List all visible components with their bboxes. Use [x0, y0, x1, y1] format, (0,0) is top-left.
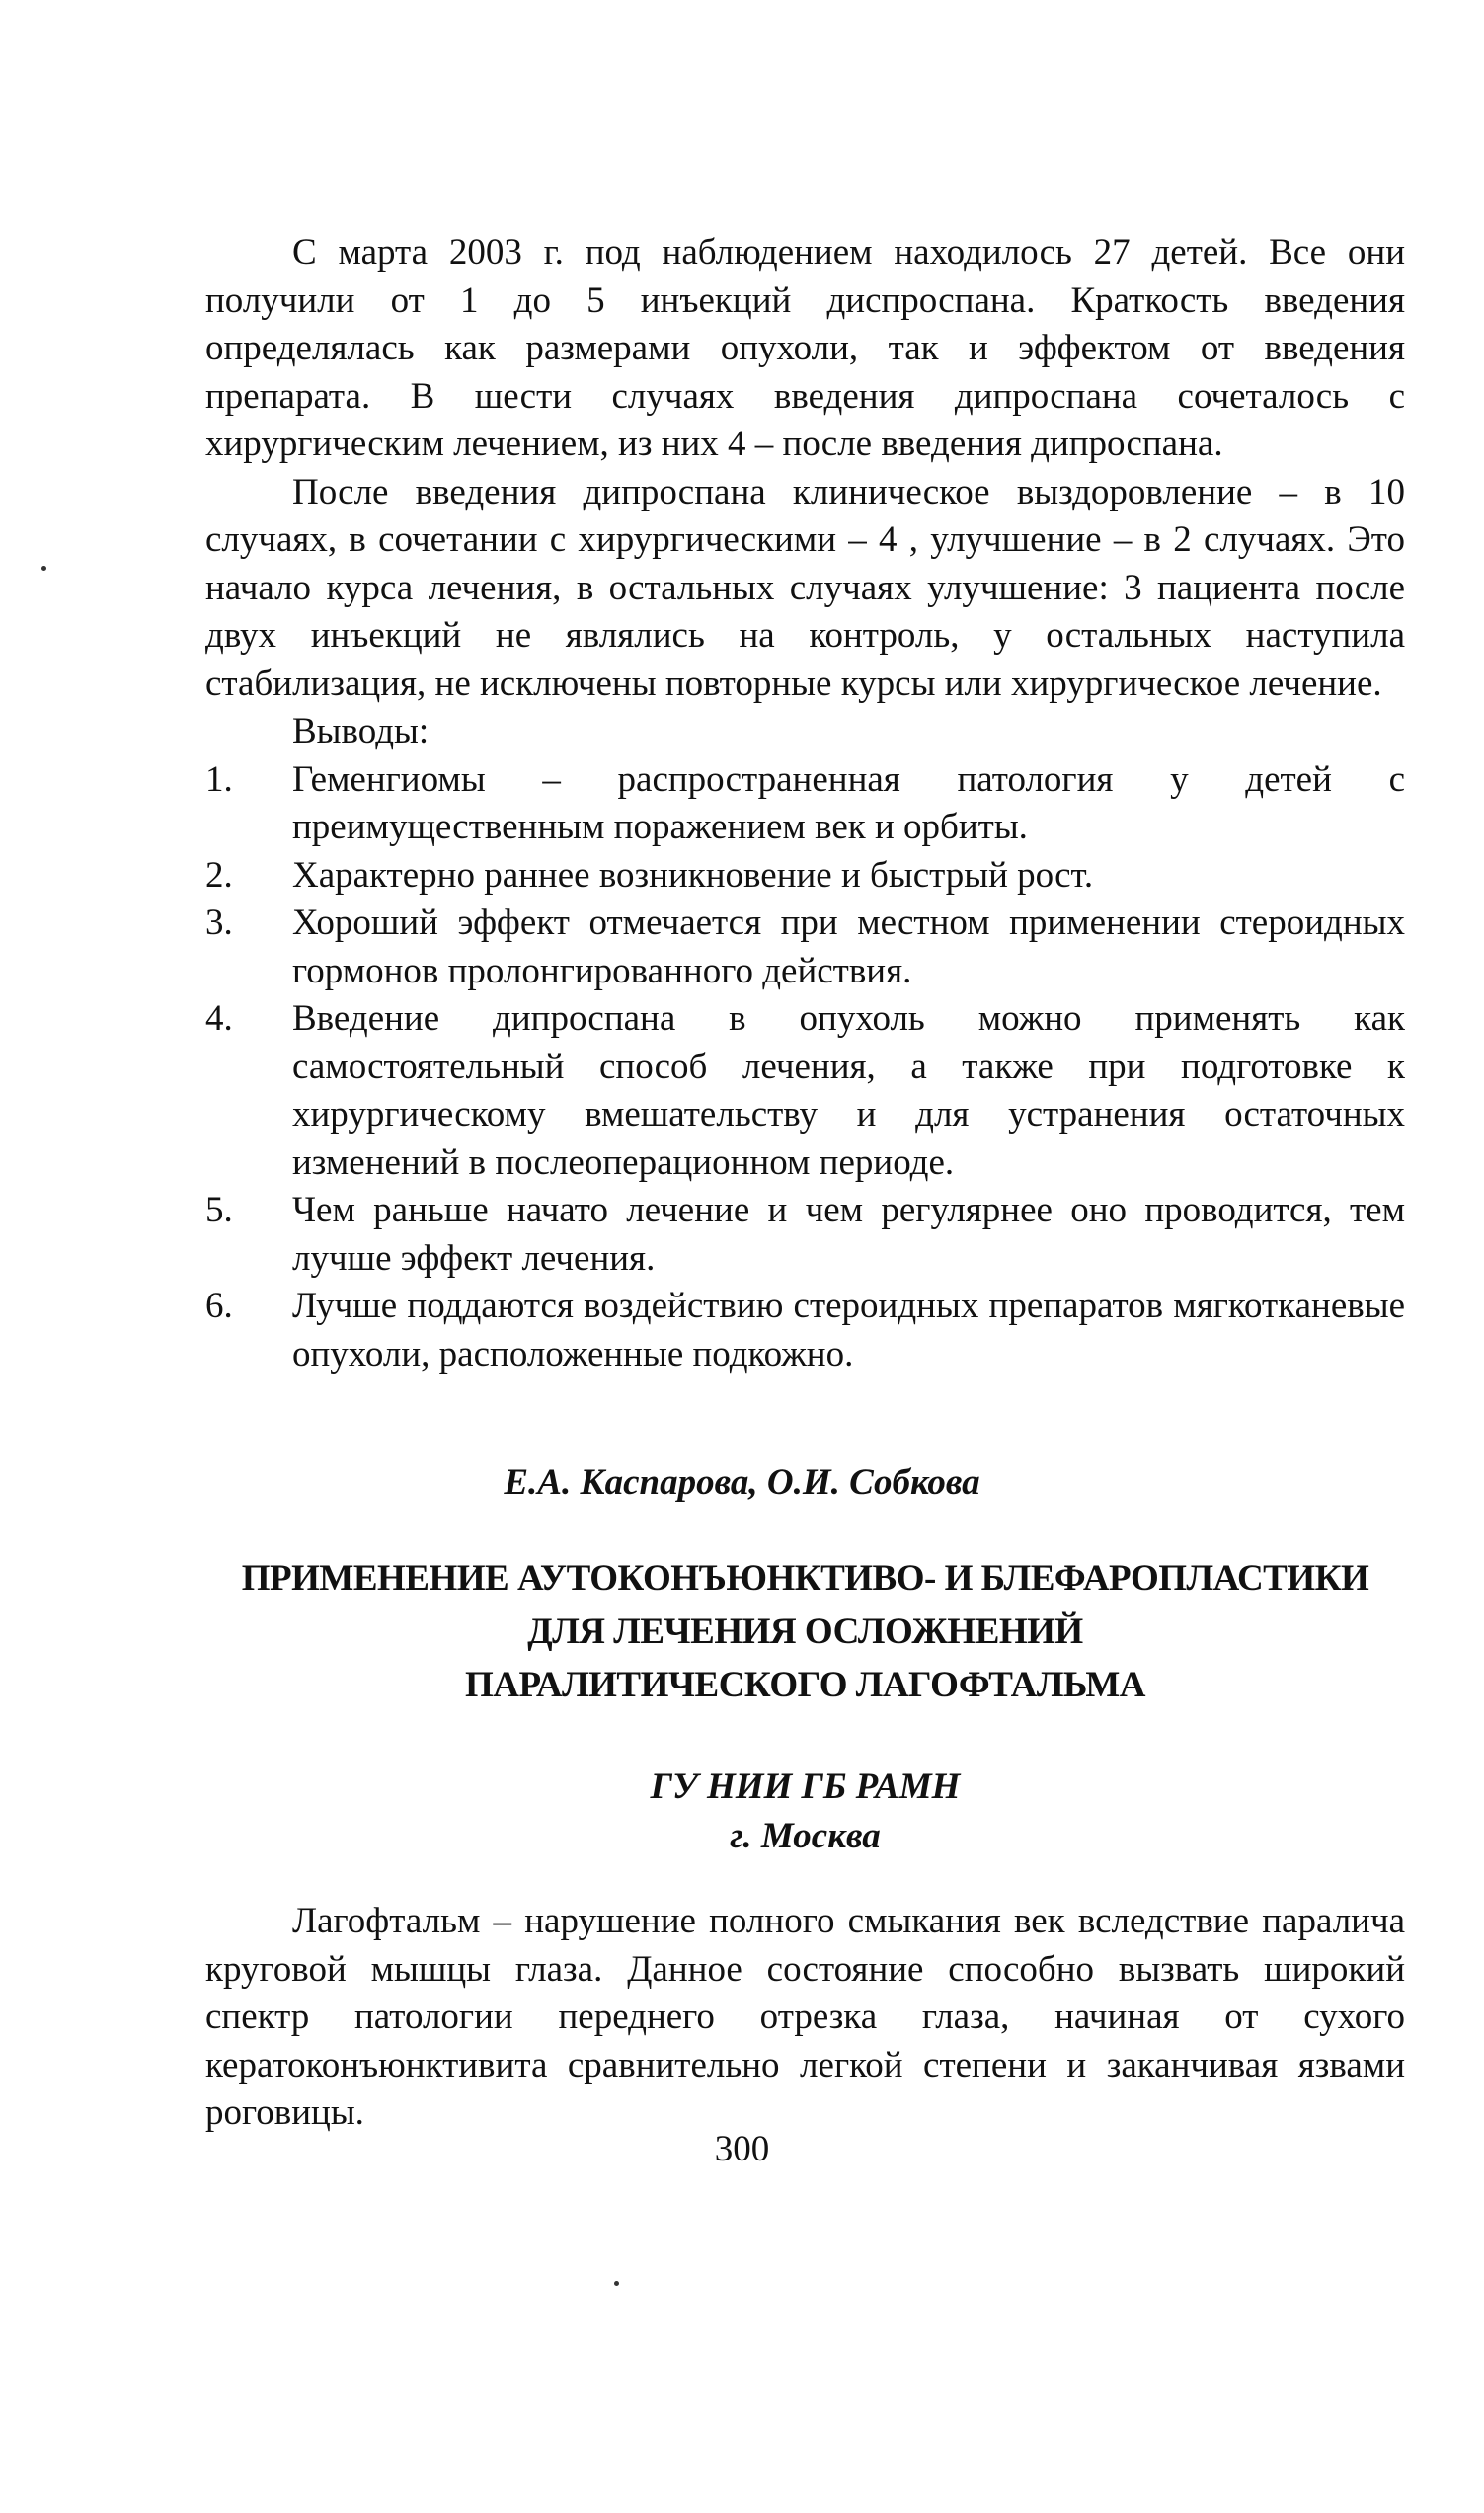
conclusions-heading: Выводы:	[292, 711, 430, 751]
page-number: 300	[714, 2129, 770, 2169]
list-text: Чем раньше начато лечение и чем регулярнее оно проводится, тем лучше эффект лечения.	[292, 1190, 1405, 1279]
institution: ГУ НИИ ГБ РАМН	[650, 1767, 961, 1807]
list-item	[205, 995, 1405, 1187]
list-number: 1.	[205, 758, 233, 800]
conclusions-list	[205, 756, 1405, 1379]
city: г. Москва	[730, 1816, 881, 1856]
list-item	[205, 756, 1405, 852]
paragraph: Лагофтальм – нарушение полного смыкания век вследствие паралича круговой мышцы глаза. Данное состояние способно вызвать широкий спектр патологии переднего отрезка глаза, начиная от сухого кератоконъюнктивита сравнительно легкой степени и заканчивая язвами роговицы.	[205, 1901, 1405, 2133]
scan-speck	[41, 566, 46, 571]
scan-speck	[614, 2281, 619, 2286]
paragraph: С марта 2003 г. под наблюдением находилось 27 детей. Все они получили от 1 до 5 инъекций диспроспана. Краткость введения определялась как размерами опухоли, так и эффектом от введения препарата. В шести случаях введения дипроспана сочеталось с хирургическим лечением, из них 4 – после введения дипроспана.	[205, 232, 1405, 464]
title-line: ПАРАЛИТИЧЕСКОГО ЛАГОФТАЛЬМА	[464, 1665, 1146, 1705]
list-item	[205, 900, 1405, 995]
list-number: 3.	[205, 903, 233, 943]
article-authors: Е.А. Каспарова, О.И. Собкова	[504, 1462, 980, 1503]
list-item	[205, 1283, 1405, 1378]
previous-article-ending	[205, 229, 1405, 1378]
list-text: Лучше поддаются воздействию стероидных препаратов мягкотканевые опухоли, расположенные подкожно.	[292, 1286, 1405, 1374]
title-line: ПРИМЕНЕНИЕ АУТОКОНЪЮНКТИВО- И БЛЕФАРОПЛАСТИКИ	[241, 1558, 1369, 1599]
list-text: Введение дипроспана в опухоль можно применять как самостоятельный способ лечения, а также при подготовке к хирургическому вмешательству и для устранения остаточных изменений в послеоперационном периоде.	[292, 998, 1405, 1183]
list-number: 6.	[205, 1286, 233, 1326]
list-number: 2.	[205, 854, 233, 896]
paragraph: После введения дипроспана клиническое выздоровление – в 10 случаях, в сочетании с хирургическими – 4 , улучшение – в 2 случаях. Это начало курса лечения, в остальных случаях улучшение: 3 пациента после двух инъекций не являлись на контроль, у остальных наступила стабилизация, не исключены повторные курсы или хирургическое лечение.	[205, 471, 1405, 704]
list-text: Характерно раннее возникновение и быстрый рост.	[292, 854, 1094, 896]
list-item	[205, 1187, 1405, 1283]
article-abstract	[205, 1898, 1405, 2138]
list-number: 5.	[205, 1190, 233, 1230]
list-text: Хороший эффект отмечается при местном применении стероидных гормонов пролонгированного действия.	[292, 903, 1405, 991]
affiliation	[205, 1763, 1405, 1861]
list-item	[205, 852, 1405, 901]
article-title	[205, 1552, 1405, 1712]
title-line: ДЛЯ ЛЕЧЕНИЯ ОСЛОЖНЕНИЙ	[527, 1611, 1083, 1652]
list-text: Геменгиомы – распространенная патология у детей с преимущественным поражением век и орбиты.	[292, 758, 1405, 847]
list-number: 4.	[205, 998, 233, 1039]
